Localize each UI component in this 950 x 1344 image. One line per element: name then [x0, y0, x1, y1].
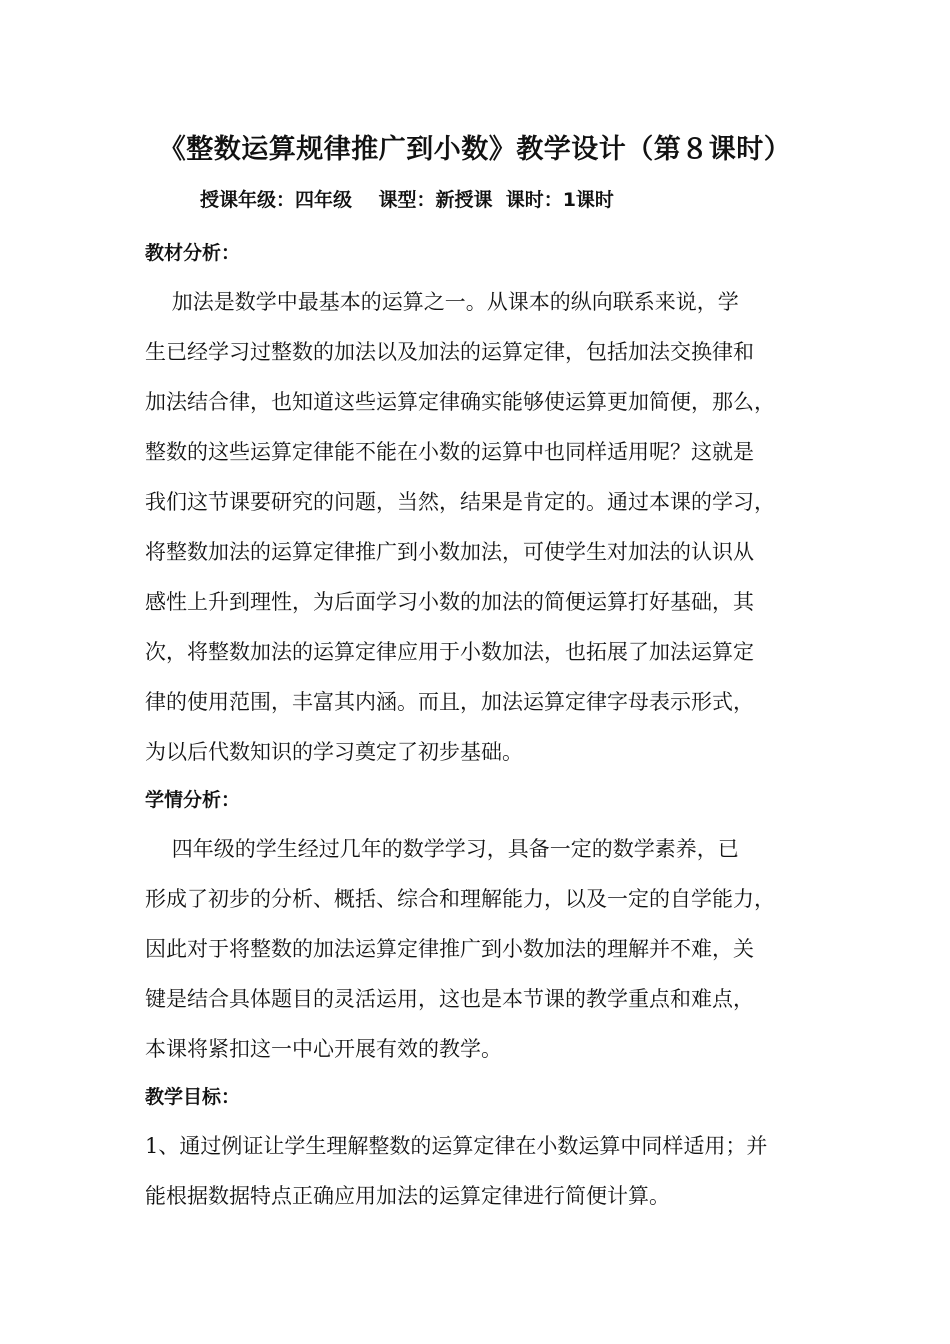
paragraph-line: 将整数加法的运算定律推广到小数加法，可使学生对加法的认识从	[145, 540, 754, 564]
paragraph-line: 整数的这些运算定律能不能在小数的运算中也同样适用呢？这就是	[145, 440, 754, 464]
section-body-student-analysis	[145, 824, 825, 1074]
paragraph-line: 生已经学习过整数的加法以及加法的运算定律，包括加法交换律和	[145, 340, 754, 364]
paragraph-line: 加法结合律，也知道这些运算定律确实能够使运算更加简便，那么，	[145, 390, 775, 414]
paragraph-line: 形成了初步的分析、概括、综合和理解能力，以及一定的自学能力，	[145, 887, 775, 911]
section-heading-textbook-analysis: 教材分析：	[145, 242, 241, 264]
paragraph-line: 本课将紧扣这一中心开展有效的教学。	[145, 1037, 502, 1061]
section-heading-student-analysis: 学情分析：	[145, 789, 241, 811]
document-title: 《整数运算规律推广到小数》教学设计（第８课时）	[158, 134, 792, 165]
section-body-textbook-analysis	[145, 277, 825, 777]
paragraph-line: 我们这节课要研究的问题，当然，结果是肯定的。通过本课的学习，	[145, 490, 775, 514]
paragraph-line: 四年级的学生经过几年的数学学习，具备一定的数学素养，已	[145, 837, 739, 861]
paragraph-line: 次，将整数加法的运算定律应用于小数加法，也拓展了加法运算定	[145, 640, 754, 664]
paragraph-line: 键是结合具体题目的灵活运用，这也是本节课的教学重点和难点，	[145, 987, 754, 1011]
paragraph-line: 因此对于将整数的加法运算定律推广到小数加法的理解并不难，关	[145, 937, 754, 961]
paragraph-line: 感性上升到理性，为后面学习小数的加法的简便运算打好基础，其	[145, 590, 754, 614]
lesson-meta-line: 授课年级：四年级 课型：新授课 课时：1课时	[200, 189, 614, 211]
paragraph-line: 为以后代数知识的学习奠定了初步基础。	[145, 740, 523, 764]
paragraph-line: 能根据数据特点正确应用加法的运算定律进行简便计算。	[145, 1184, 670, 1208]
paragraph-line: 律的使用范围，丰富其内涵。而且，加法运算定律字母表示形式，	[145, 690, 754, 714]
paragraph-line: 加法是数学中最基本的运算之一。从课本的纵向联系来说，学	[145, 290, 739, 314]
section-heading-teaching-goals: 教学目标：	[145, 1086, 241, 1108]
paragraph-line: 1、通过例证让学生理解整数的运算定律在小数运算中同样适用；并	[145, 1134, 768, 1158]
section-body-teaching-goals	[145, 1121, 825, 1221]
